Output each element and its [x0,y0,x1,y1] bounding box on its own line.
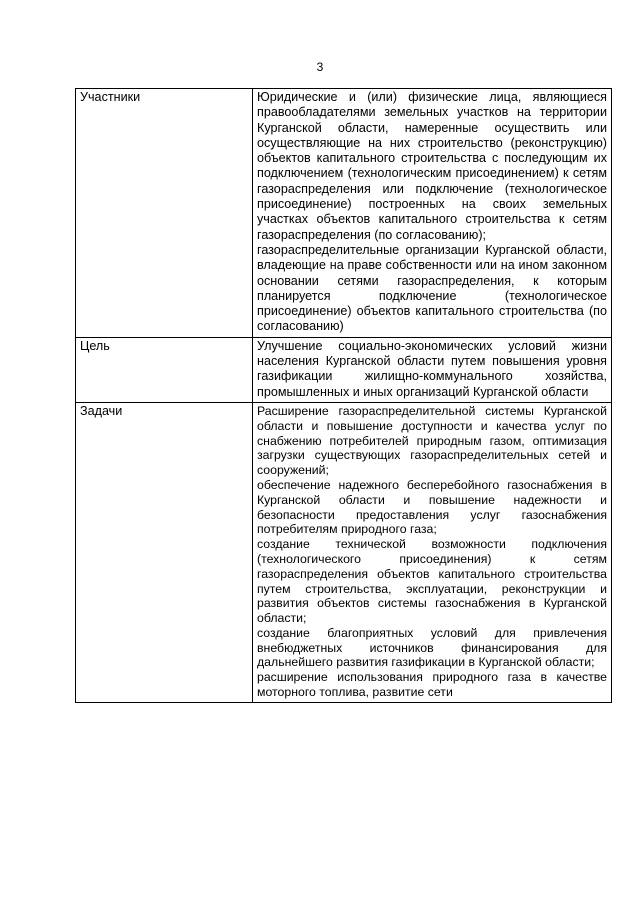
table-row-participants [76,89,612,338]
table-row-tasks [76,402,612,702]
row-value-participants [253,89,612,338]
tasks-paragraph: обеспечение надежного бесперебойного газоснабжения в Курганской области и повышение надежности и безопасности предоставления услуг газоснабжения потребителям природного газа; [257,477,607,537]
row-label-tasks: Задачи [76,402,253,702]
row-label-participants: Участники [76,89,253,338]
participants-paragraph: газораспределительные организации Курганской области, владеющие на праве собственности или на ином законном основании сетями газораспределения, к которым планируется подключение (технологическое присоединение) объектов капитального строительства (по согласованию) [257,242,607,334]
participants-paragraph: Юридические и (или) физические лица, являющиеся правообладателями земельных участков на территории Курганской области, намеренные осуществить или осуществляющие на них строительство (реконструкцию) объектов капитального строительства с последующим их подключением (технологическим присоединением) к сетям газораспределения или подключение (технологическое присоединение) построенных на своих земельных участках объектов капитального строительства к сетям газораспределения (по согласованию); [257,90,607,242]
row-label-goal: Цель [76,337,253,402]
program-passport-table [75,88,612,703]
table-row-goal [76,337,612,402]
tasks-paragraph: создание благоприятных условий для привлечения внебюджетных источников финансирования для дальнейшего развития газификации в Курганской области; [257,625,607,670]
row-value-tasks [253,402,612,702]
tasks-paragraph: расширение использования природного газа в качестве моторного топлива, развитие сети [257,670,607,700]
tasks-paragraph: Расширение газораспределительной системы Курганской области и повышение доступности и качества услуг по снабжению потребителей природным газом, оптимизация загрузки существующих газораспределительных сетей и сооружений; [257,403,607,478]
row-value-goal [253,337,612,402]
page-number: 3 [316,60,324,74]
tasks-paragraph: создание технической возможности подключения (технологического присоединения) к сетям газораспределения объектов капитального строительства путем строительства, эксплуатации, реконструкции и развития объектов системы газоснабжения в Курганской области; [257,537,607,626]
goal-paragraph: Улучшение социально-экономических условий жизни населения Курганской области путем повышения уровня газификации жилищно-коммунального хозяйства, промышленных и иных организаций Курганской области [257,338,607,399]
